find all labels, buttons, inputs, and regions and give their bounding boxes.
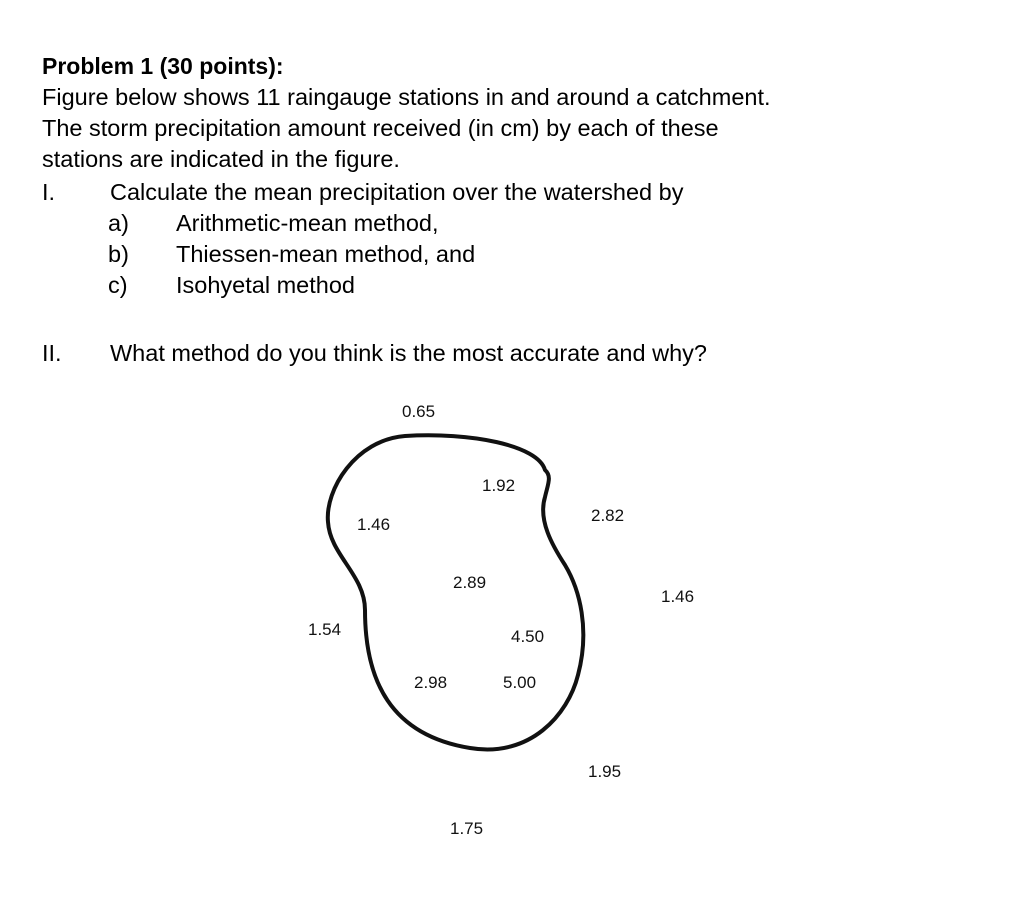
station-label: 2.98 <box>414 673 448 692</box>
station-label: 1.95 <box>588 762 622 781</box>
station-label: 1.92 <box>482 476 516 495</box>
part-text: Arithmetic-mean method, <box>176 210 439 236</box>
part-letter: a) <box>108 210 129 236</box>
intro-line: The storm precipitation amount received (in cm) by each of these <box>42 115 719 141</box>
station-label: 4.50 <box>511 627 545 646</box>
station-label: 2.82 <box>591 506 625 525</box>
station-label: 1.46 <box>661 587 695 606</box>
problem-statement <box>42 50 1002 366</box>
station-label: 1.46 <box>357 515 391 534</box>
question-text: What method do you think is the most accurate and why? <box>110 340 707 366</box>
problem-heading: Problem 1 (30 points): <box>42 53 284 79</box>
part-text: Isohyetal method <box>176 272 355 298</box>
intro-line: Figure below shows 11 raingauge stations in and around a catchment. <box>42 84 771 110</box>
catchment-boundary <box>328 435 584 749</box>
station-label: 5.00 <box>503 673 537 692</box>
intro-line: stations are indicated in the figure. <box>42 146 400 172</box>
station-label: 1.75 <box>450 819 484 838</box>
part-text: Thiessen-mean method, and <box>176 241 476 267</box>
question-number: II. <box>42 340 62 366</box>
station-label: 2.89 <box>453 573 487 592</box>
part-letter: c) <box>108 272 128 298</box>
question-text: Calculate the mean precipitation over the watershed by <box>110 179 684 205</box>
question-number: I. <box>42 179 56 205</box>
station-label: 0.65 <box>402 402 436 421</box>
part-letter: b) <box>108 241 129 267</box>
station-label: 1.54 <box>308 620 342 639</box>
